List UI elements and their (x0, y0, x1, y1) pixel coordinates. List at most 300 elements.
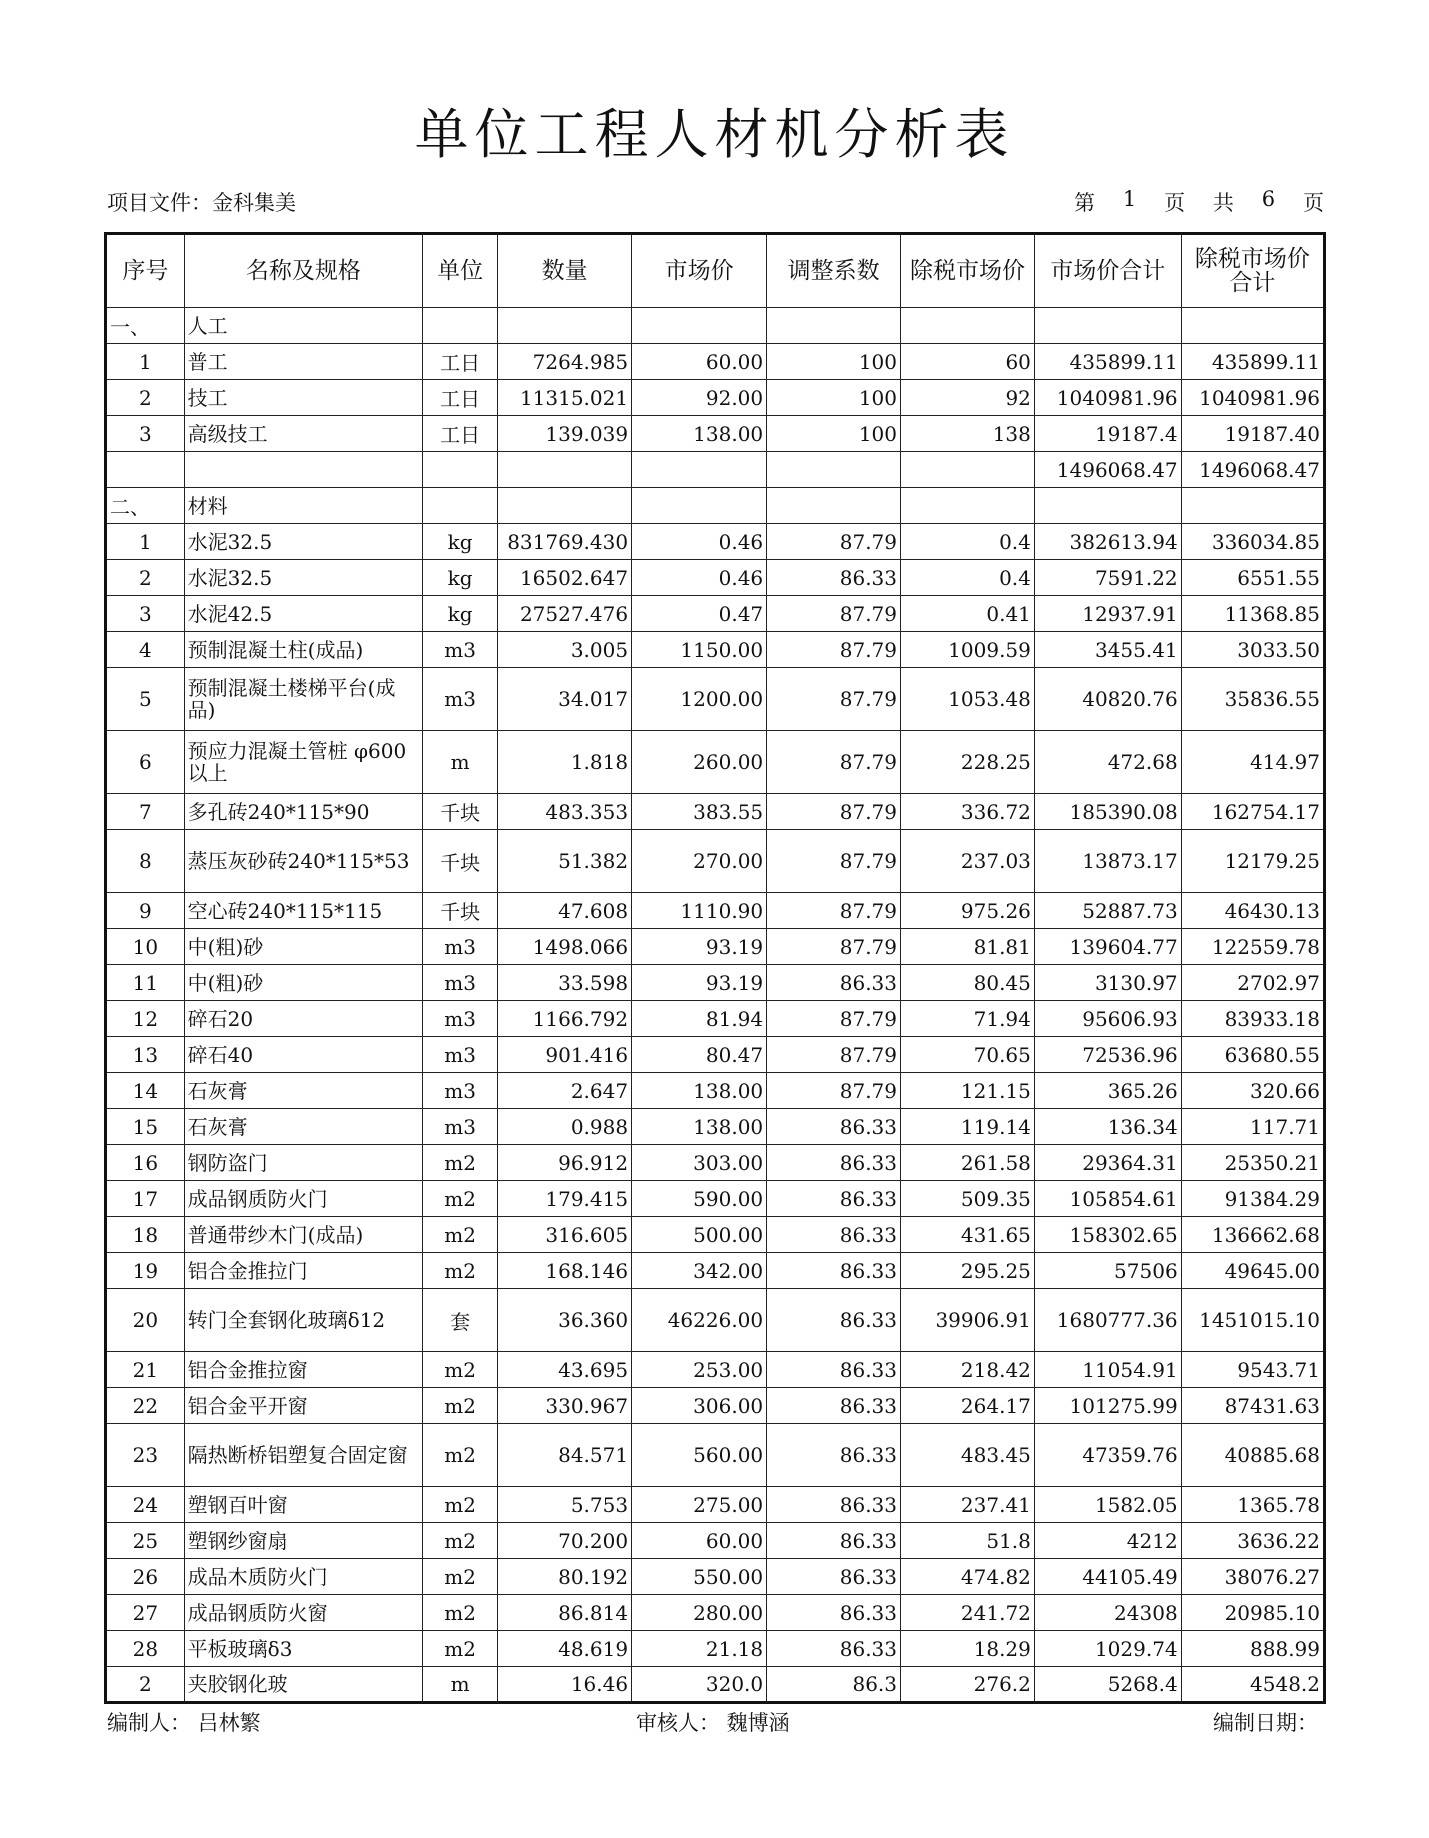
cell-price: 21.18 (632, 1631, 767, 1667)
cell-net-price: 60 (901, 344, 1035, 380)
cell-total: 57506 (1034, 1253, 1181, 1289)
cell-net-total: 63680.55 (1181, 1037, 1324, 1073)
cell-unit (423, 452, 498, 488)
cell-no: 22 (106, 1388, 185, 1424)
cell-no: 1 (106, 344, 185, 380)
cell-coef: 86.33 (767, 1388, 901, 1424)
project-name: 金科集美 (212, 191, 296, 215)
cell-no: 二、 (106, 488, 185, 524)
cell-unit: 套 (423, 1289, 498, 1352)
table-row (106, 1037, 1325, 1073)
cell-name: 普工 (184, 344, 422, 380)
cell-unit (423, 488, 498, 524)
cell-price: 260.00 (632, 731, 767, 794)
section-row (106, 488, 1325, 524)
table-row (106, 1253, 1325, 1289)
project-label: 项目文件： (107, 191, 212, 215)
cell-price: 306.00 (632, 1388, 767, 1424)
table-row (106, 1289, 1325, 1352)
cell-net-price: 237.03 (901, 830, 1035, 893)
cell-no: 11 (106, 965, 185, 1001)
cell-coef: 86.33 (767, 1217, 901, 1253)
cell-net-total: 6551.55 (1181, 560, 1324, 596)
table-row (106, 1559, 1325, 1595)
cell-qty: 483.353 (498, 794, 632, 830)
cell-name: 石灰膏 (184, 1073, 422, 1109)
cell-price: 280.00 (632, 1595, 767, 1631)
cell-unit: m2 (423, 1145, 498, 1181)
cell-no: 3 (106, 416, 185, 452)
page-info-1: 1 (1122, 187, 1137, 211)
cell-price: 320.0 (632, 1667, 767, 1703)
cell-coef: 86.3 (767, 1667, 901, 1703)
cell-net-price (901, 452, 1035, 488)
cell-net-total: 320.66 (1181, 1073, 1324, 1109)
cell-qty: 43.695 (498, 1352, 632, 1388)
cell-coef: 87.79 (767, 632, 901, 668)
cell-coef: 87.79 (767, 731, 901, 794)
cell-net-price: 121.15 (901, 1073, 1035, 1109)
cell-qty: 168.146 (498, 1253, 632, 1289)
table-row (106, 560, 1325, 596)
header-total: 市场价合计 (1034, 234, 1181, 308)
cell-qty: 36.360 (498, 1289, 632, 1352)
cell-name: 普通带纱木门(成品) (184, 1217, 422, 1253)
cell-net-total: 87431.63 (1181, 1388, 1324, 1424)
cell-qty: 27527.476 (498, 596, 632, 632)
cell-price: 81.94 (632, 1001, 767, 1037)
cell-unit: kg (423, 524, 498, 560)
cell-name: 中(粗)砂 (184, 929, 422, 965)
cell-unit: m2 (423, 1388, 498, 1424)
cell-qty: 96.912 (498, 1145, 632, 1181)
cell-no: 20 (106, 1289, 185, 1352)
cell-unit: m3 (423, 929, 498, 965)
cell-total: 365.26 (1034, 1073, 1181, 1109)
cell-unit: 千块 (423, 794, 498, 830)
cell-name: 石灰膏 (184, 1109, 422, 1145)
cell-coef: 87.79 (767, 830, 901, 893)
cell-no: 23 (106, 1424, 185, 1487)
cell-qty: 901.416 (498, 1037, 632, 1073)
prepared-by: 编制人： 吕林繁 (107, 1711, 261, 1735)
cell-net-price (901, 308, 1035, 344)
cell-price: 303.00 (632, 1145, 767, 1181)
table-row (106, 344, 1325, 380)
table-row (106, 1487, 1325, 1523)
cell-unit: m3 (423, 965, 498, 1001)
cell-coef: 86.33 (767, 1487, 901, 1523)
cell-price: 60.00 (632, 1523, 767, 1559)
table-body (106, 308, 1325, 1703)
cell-unit: 工日 (423, 416, 498, 452)
cell-price: 93.19 (632, 965, 767, 1001)
cell-name: 成品钢质防火窗 (184, 1595, 422, 1631)
cell-name: 铝合金推拉门 (184, 1253, 422, 1289)
header-no: 序号 (106, 234, 185, 308)
cell-qty: 139.039 (498, 416, 632, 452)
cell-name: 技工 (184, 380, 422, 416)
cell-coef: 86.33 (767, 965, 901, 1001)
cell-coef: 86.33 (767, 1181, 901, 1217)
cell-total: 11054.91 (1034, 1352, 1181, 1388)
cell-name: 平板玻璃δ3 (184, 1631, 422, 1667)
cell-unit: m2 (423, 1487, 498, 1523)
cell-net-price: 295.25 (901, 1253, 1035, 1289)
cell-no: 3 (106, 596, 185, 632)
cell-total (1034, 308, 1181, 344)
cell-no: 2 (106, 560, 185, 596)
cell-price: 560.00 (632, 1424, 767, 1487)
cell-coef: 87.79 (767, 929, 901, 965)
cell-net-price: 218.42 (901, 1352, 1035, 1388)
cell-name: 塑钢纱窗扇 (184, 1523, 422, 1559)
cell-unit: 工日 (423, 380, 498, 416)
cell-qty: 316.605 (498, 1217, 632, 1253)
cell-total: 4212 (1034, 1523, 1181, 1559)
cell-net-total: 1040981.96 (1181, 380, 1324, 416)
cell-qty: 11315.021 (498, 380, 632, 416)
table-row (106, 380, 1325, 416)
cell-net-price: 509.35 (901, 1181, 1035, 1217)
cell-unit: m2 (423, 1559, 498, 1595)
cell-total: 382613.94 (1034, 524, 1181, 560)
cell-qty (498, 452, 632, 488)
cell-price: 550.00 (632, 1559, 767, 1595)
cell-net-price: 39906.91 (901, 1289, 1035, 1352)
cell-qty: 70.200 (498, 1523, 632, 1559)
cell-no: 5 (106, 668, 185, 731)
table-row (106, 632, 1325, 668)
cell-total: 435899.11 (1034, 344, 1181, 380)
cell-name: 材料 (184, 488, 422, 524)
header-unit: 单位 (423, 234, 498, 308)
cell-net-total: 91384.29 (1181, 1181, 1324, 1217)
table-row (106, 965, 1325, 1001)
cell-qty: 47.608 (498, 893, 632, 929)
cell-qty: 1498.066 (498, 929, 632, 965)
cell-net-total (1181, 308, 1324, 344)
cell-net-price: 241.72 (901, 1595, 1035, 1631)
cell-net-total: 117.71 (1181, 1109, 1324, 1145)
cell-no: 16 (106, 1145, 185, 1181)
table-row (106, 524, 1325, 560)
table-row (106, 1631, 1325, 1667)
cell-qty: 0.988 (498, 1109, 632, 1145)
cell-name: 铝合金推拉窗 (184, 1352, 422, 1388)
cell-total: 1680777.36 (1034, 1289, 1181, 1352)
section-row (106, 308, 1325, 344)
cell-net-total: 336034.85 (1181, 524, 1324, 560)
cell-price: 590.00 (632, 1181, 767, 1217)
cell-coef: 87.79 (767, 893, 901, 929)
cell-net-price: 70.65 (901, 1037, 1035, 1073)
cell-unit: m2 (423, 1523, 498, 1559)
cell-net-total: 9543.71 (1181, 1352, 1324, 1388)
cell-qty: 84.571 (498, 1424, 632, 1487)
table-row (106, 1109, 1325, 1145)
page-info-5: 页 (1302, 191, 1324, 215)
cell-coef: 87.79 (767, 668, 901, 731)
cell-net-price: 975.26 (901, 893, 1035, 929)
cell-price: 46226.00 (632, 1289, 767, 1352)
cell-coef: 86.33 (767, 560, 901, 596)
cell-unit: m2 (423, 1253, 498, 1289)
cell-coef: 87.79 (767, 1001, 901, 1037)
cell-price (632, 488, 767, 524)
cell-total: 158302.65 (1034, 1217, 1181, 1253)
cell-net-price: 261.58 (901, 1145, 1035, 1181)
cell-qty: 5.753 (498, 1487, 632, 1523)
cell-coef: 87.79 (767, 524, 901, 560)
cell-net-total: 1451015.10 (1181, 1289, 1324, 1352)
cell-total: 101275.99 (1034, 1388, 1181, 1424)
cell-unit: m3 (423, 1109, 498, 1145)
cell-no: 一、 (106, 308, 185, 344)
cell-total: 139604.77 (1034, 929, 1181, 965)
cell-no: 7 (106, 794, 185, 830)
cell-net-price (901, 488, 1035, 524)
cell-name: 隔热断桥铝塑复合固定窗 (184, 1424, 422, 1487)
cell-net-price: 80.45 (901, 965, 1035, 1001)
cell-net-total: 20985.10 (1181, 1595, 1324, 1631)
cell-name: 预应力混凝土管桩 φ600以上 (184, 731, 422, 794)
header-qty: 数量 (498, 234, 632, 308)
cell-unit: m3 (423, 668, 498, 731)
cell-qty: 34.017 (498, 668, 632, 731)
cell-coef: 87.79 (767, 1073, 901, 1109)
cell-no (106, 452, 185, 488)
cell-name: 水泥42.5 (184, 596, 422, 632)
cell-coef (767, 308, 901, 344)
cell-name: 夹胶钢化玻 (184, 1667, 422, 1703)
cell-net-price: 237.41 (901, 1487, 1035, 1523)
table-row (106, 668, 1325, 731)
cell-coef: 86.33 (767, 1289, 901, 1352)
cell-no: 18 (106, 1217, 185, 1253)
cell-total: 136.34 (1034, 1109, 1181, 1145)
cell-price: 275.00 (632, 1487, 767, 1523)
cell-net-total (1181, 488, 1324, 524)
cell-net-price: 81.81 (901, 929, 1035, 965)
table-row (106, 794, 1325, 830)
table-row (106, 1001, 1325, 1037)
cell-no: 6 (106, 731, 185, 794)
analysis-table (104, 232, 1326, 1704)
cell-total: 3455.41 (1034, 632, 1181, 668)
cell-total: 5268.4 (1034, 1667, 1181, 1703)
cell-no: 12 (106, 1001, 185, 1037)
cell-net-total: 136662.68 (1181, 1217, 1324, 1253)
cell-total: 3130.97 (1034, 965, 1181, 1001)
cell-name: 蒸压灰砂砖240*115*53 (184, 830, 422, 893)
cell-net-price: 0.41 (901, 596, 1035, 632)
cell-total: 40820.76 (1034, 668, 1181, 731)
table-header-row (106, 234, 1325, 308)
cell-qty: 16.46 (498, 1667, 632, 1703)
cell-net-total: 3636.22 (1181, 1523, 1324, 1559)
cell-name (184, 452, 422, 488)
table-row (106, 893, 1325, 929)
cell-coef: 87.79 (767, 1037, 901, 1073)
table-row (106, 830, 1325, 893)
cell-net-total: 3033.50 (1181, 632, 1324, 668)
cell-qty: 330.967 (498, 1388, 632, 1424)
cell-net-total: 12179.25 (1181, 830, 1324, 893)
cell-no: 17 (106, 1181, 185, 1217)
cell-qty (498, 488, 632, 524)
cell-unit: m2 (423, 1352, 498, 1388)
cell-coef: 87.79 (767, 794, 901, 830)
cell-total: 1496068.47 (1034, 452, 1181, 488)
page-title: 单位工程人材机分析表 (414, 103, 1015, 166)
cell-net-price: 0.4 (901, 560, 1035, 596)
cell-total: 24308 (1034, 1595, 1181, 1631)
cell-qty: 86.814 (498, 1595, 632, 1631)
page-info-3: 共 (1212, 191, 1234, 215)
cell-total (1034, 488, 1181, 524)
cell-total: 1040981.96 (1034, 380, 1181, 416)
cell-coef: 100 (767, 344, 901, 380)
cell-total: 95606.93 (1034, 1001, 1181, 1037)
cell-net-price: 1009.59 (901, 632, 1035, 668)
cell-price: 93.19 (632, 929, 767, 965)
cell-price: 1200.00 (632, 668, 767, 731)
cell-total: 105854.61 (1034, 1181, 1181, 1217)
cell-net-total: 38076.27 (1181, 1559, 1324, 1595)
cell-no: 10 (106, 929, 185, 965)
cell-unit: m3 (423, 1073, 498, 1109)
table-row (106, 1145, 1325, 1181)
cell-unit: m2 (423, 1181, 498, 1217)
cell-unit: 工日 (423, 344, 498, 380)
cell-name: 空心砖240*115*115 (184, 893, 422, 929)
cell-total: 47359.76 (1034, 1424, 1181, 1487)
cell-unit: m2 (423, 1217, 498, 1253)
cell-unit: m3 (423, 1001, 498, 1037)
reviewed-by: 审核人： 魏博涵 (636, 1711, 790, 1735)
cell-qty: 3.005 (498, 632, 632, 668)
cell-price (632, 308, 767, 344)
cell-price: 253.00 (632, 1352, 767, 1388)
header-coef: 调整系数 (767, 234, 901, 308)
table-row (106, 731, 1325, 794)
cell-price: 80.47 (632, 1037, 767, 1073)
cell-net-price: 92 (901, 380, 1035, 416)
cell-total: 72536.96 (1034, 1037, 1181, 1073)
cell-qty: 2.647 (498, 1073, 632, 1109)
cell-no: 14 (106, 1073, 185, 1109)
cell-no: 26 (106, 1559, 185, 1595)
cell-qty: 179.415 (498, 1181, 632, 1217)
header-net-total: 除税市场价合计 (1181, 234, 1324, 308)
cell-name: 成品钢质防火门 (184, 1181, 422, 1217)
cell-price: 0.46 (632, 560, 767, 596)
cell-no: 2 (106, 1667, 185, 1703)
cell-net-price: 138 (901, 416, 1035, 452)
cell-total: 12937.91 (1034, 596, 1181, 632)
cell-name: 钢防盗门 (184, 1145, 422, 1181)
cell-name: 水泥32.5 (184, 524, 422, 560)
cell-unit: m2 (423, 1424, 498, 1487)
cell-name: 高级技工 (184, 416, 422, 452)
cell-net-total: 25350.21 (1181, 1145, 1324, 1181)
table-row (106, 1523, 1325, 1559)
cell-no: 1 (106, 524, 185, 560)
cell-name: 人工 (184, 308, 422, 344)
cell-net-total: 19187.40 (1181, 416, 1324, 452)
cell-net-total: 83933.18 (1181, 1001, 1324, 1037)
cell-total: 44105.49 (1034, 1559, 1181, 1595)
cell-price: 1110.90 (632, 893, 767, 929)
table-row (106, 1181, 1325, 1217)
cell-coef: 100 (767, 380, 901, 416)
cell-no: 21 (106, 1352, 185, 1388)
cell-net-price: 336.72 (901, 794, 1035, 830)
cell-no: 28 (106, 1631, 185, 1667)
cell-coef: 86.33 (767, 1253, 901, 1289)
table-row (106, 1217, 1325, 1253)
cell-unit: m3 (423, 632, 498, 668)
cell-name: 预制混凝土楼梯平台(成品) (184, 668, 422, 731)
table-row (106, 596, 1325, 632)
cell-coef (767, 452, 901, 488)
page-info-2: 页 (1164, 191, 1186, 215)
cell-total: 13873.17 (1034, 830, 1181, 893)
cell-net-price: 71.94 (901, 1001, 1035, 1037)
cell-coef: 86.33 (767, 1595, 901, 1631)
project-file (107, 187, 296, 217)
cell-net-total: 2702.97 (1181, 965, 1324, 1001)
cell-net-price: 0.4 (901, 524, 1035, 560)
cell-name: 多孔砖240*115*90 (184, 794, 422, 830)
cell-price: 0.47 (632, 596, 767, 632)
cell-net-total: 162754.17 (1181, 794, 1324, 830)
cell-price: 1150.00 (632, 632, 767, 668)
cell-name: 碎石40 (184, 1037, 422, 1073)
cell-coef: 86.33 (767, 1559, 901, 1595)
cell-price: 500.00 (632, 1217, 767, 1253)
cell-qty: 80.192 (498, 1559, 632, 1595)
cell-net-total: 11368.85 (1181, 596, 1324, 632)
cell-price: 270.00 (632, 830, 767, 893)
cell-net-total: 4548.2 (1181, 1667, 1324, 1703)
table-row (106, 1424, 1325, 1487)
cell-net-price: 1053.48 (901, 668, 1035, 731)
cell-total: 472.68 (1034, 731, 1181, 794)
cell-price: 92.00 (632, 380, 767, 416)
page-info-4: 6 (1261, 187, 1276, 211)
date-label: 编制日期： (1213, 1711, 1318, 1735)
cell-coef: 100 (767, 416, 901, 452)
cell-price: 138.00 (632, 1109, 767, 1145)
cell-qty (498, 308, 632, 344)
cell-name: 转门全套钢化玻璃δ12 (184, 1289, 422, 1352)
cell-no: 24 (106, 1487, 185, 1523)
cell-no: 15 (106, 1109, 185, 1145)
cell-qty: 831769.430 (498, 524, 632, 560)
cell-net-total: 1496068.47 (1181, 452, 1324, 488)
table-row (106, 1352, 1325, 1388)
cell-net-price: 264.17 (901, 1388, 1035, 1424)
cell-total: 1582.05 (1034, 1487, 1181, 1523)
cell-coef: 86.33 (767, 1523, 901, 1559)
cell-unit: kg (423, 596, 498, 632)
cell-price: 60.00 (632, 344, 767, 380)
subtotal-row (106, 452, 1325, 488)
cell-name: 成品木质防火门 (184, 1559, 422, 1595)
cell-unit: m3 (423, 1037, 498, 1073)
